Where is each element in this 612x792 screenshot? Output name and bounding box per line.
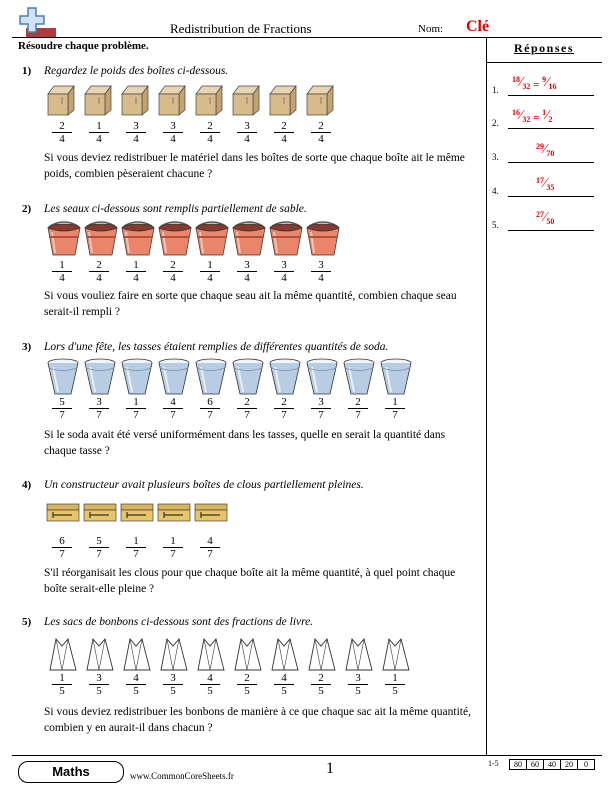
fraction-label xyxy=(126,672,146,697)
box-icon xyxy=(46,84,76,121)
bag-icon xyxy=(194,636,228,677)
footer-rule xyxy=(12,755,602,756)
fraction-slash: ⁄ xyxy=(544,142,547,157)
question-text: Si vous deviez redistribuer les bonbons de manière à ce que chaque sac ait la même quantité, combien y en aurait-il dans chacun ? xyxy=(44,706,471,734)
fraction-denominator: 4 xyxy=(59,133,65,145)
cup-icon xyxy=(120,358,154,401)
bucket-icon xyxy=(120,220,156,263)
answer-number: 1. xyxy=(492,85,499,95)
answer-header-rule xyxy=(486,62,602,63)
bag-icon xyxy=(231,636,265,677)
fraction-numerator: 2 xyxy=(89,259,109,272)
instructions: Résoudre chaque problème. xyxy=(18,40,149,52)
fraction-denominator: 4 xyxy=(170,133,176,145)
fraction-label xyxy=(237,120,257,145)
fraction-label xyxy=(52,535,72,560)
question-number: 5) xyxy=(22,616,32,628)
question-intro: Regardez le poids des boîtes ci-dessous. xyxy=(44,65,229,77)
score-cell: 20 xyxy=(560,759,578,770)
answer-number: 3. xyxy=(492,152,499,162)
box-icon xyxy=(268,84,298,121)
answer-line xyxy=(508,95,594,96)
nailbox-icon xyxy=(46,502,80,527)
bucket-icon xyxy=(305,220,341,263)
answer-value xyxy=(536,210,554,226)
answer-number: 4. xyxy=(492,186,499,196)
fraction-denominator: 7 xyxy=(133,548,139,560)
question-intro: Les sacs de bonbons ci-dessous sont des fractions de livre. xyxy=(44,616,314,628)
fraction-numerator: 6 xyxy=(52,535,72,548)
box-icon xyxy=(83,84,113,121)
question-text: Si vous vouliez faire en sorte que chaque seau ait la même quantité, combien chaque seau serait-il rempli ? xyxy=(44,290,457,318)
cup-icon xyxy=(46,358,80,401)
fraction-label xyxy=(126,535,146,560)
fraction-numerator: 3 xyxy=(126,120,146,133)
answer-value xyxy=(536,142,554,158)
box-icon xyxy=(305,84,335,121)
fraction-denominator: 4 xyxy=(59,272,65,284)
fraction-denominator: 7 xyxy=(392,409,398,421)
fraction-numerator: 1 xyxy=(126,535,146,548)
cup-icon xyxy=(157,358,191,401)
answer-denominator: 50 xyxy=(546,216,555,226)
fraction-denominator: 7 xyxy=(96,409,102,421)
fraction-numerator: 3 xyxy=(163,120,183,133)
bag-icon xyxy=(268,636,302,677)
fraction-numerator: 1 xyxy=(52,672,72,685)
answer-numerator: 27 xyxy=(536,210,544,219)
bag-icon xyxy=(120,636,154,677)
fraction-denominator: 5 xyxy=(96,685,102,697)
fraction-denominator: 7 xyxy=(207,548,213,560)
answer-numerator: 18 xyxy=(512,75,520,84)
fraction-label xyxy=(89,396,109,421)
bucket-icon xyxy=(83,220,119,263)
fraction-label xyxy=(52,259,72,284)
question-number: 4) xyxy=(22,479,32,491)
fraction-label xyxy=(200,672,220,697)
fraction-numerator: 1 xyxy=(163,535,183,548)
answer-denominator: 70 xyxy=(546,148,555,158)
header-rule xyxy=(12,37,602,38)
box-icon xyxy=(194,84,224,121)
fraction-numerator: 5 xyxy=(89,535,109,548)
fraction-denominator: 5 xyxy=(133,685,139,697)
fraction-numerator: 2 xyxy=(274,396,294,409)
answer-value xyxy=(512,75,556,91)
fraction-numerator: 3 xyxy=(163,672,183,685)
fraction-label xyxy=(89,535,109,560)
fraction-numerator: 2 xyxy=(237,396,257,409)
bucket-icon xyxy=(157,220,193,263)
fraction-label xyxy=(348,672,368,697)
bag-icon xyxy=(157,636,191,677)
question-intro: Un constructeur avait plusieurs boîtes de clous partiellement pleines. xyxy=(44,479,364,491)
fraction-numerator: 3 xyxy=(237,259,257,272)
fraction-label xyxy=(385,396,405,421)
answer-denominator: 32 xyxy=(522,81,531,91)
fraction-denominator: 7 xyxy=(244,409,250,421)
fraction-denominator: 4 xyxy=(281,272,287,284)
fraction-numerator: 1 xyxy=(52,259,72,272)
equals-sign: = xyxy=(530,79,543,91)
fraction-label xyxy=(274,120,294,145)
fraction-numerator: 3 xyxy=(274,259,294,272)
subject-label: Maths xyxy=(52,764,90,779)
question-number: 2) xyxy=(22,203,32,215)
fraction-numerator: 3 xyxy=(89,396,109,409)
answer-number: 2. xyxy=(492,118,499,128)
fraction-label xyxy=(89,120,109,145)
fraction-numerator: 4 xyxy=(200,672,220,685)
fraction-slash: ⁄ xyxy=(520,75,523,90)
fraction-denominator: 4 xyxy=(207,133,213,145)
cup-icon xyxy=(194,358,228,401)
nailbox-icon xyxy=(83,502,117,527)
fraction-numerator: 2 xyxy=(200,120,220,133)
fraction-denominator: 5 xyxy=(244,685,250,697)
fraction-numerator: 1 xyxy=(126,396,146,409)
fraction-slash: ⁄ xyxy=(544,176,547,191)
bucket-icon xyxy=(231,220,267,263)
fraction-denominator: 7 xyxy=(170,409,176,421)
answer-numerator: 1 xyxy=(542,108,547,117)
cup-icon xyxy=(231,358,265,401)
fraction-denominator: 4 xyxy=(133,272,139,284)
fraction-denominator: 4 xyxy=(170,272,176,284)
fraction-label xyxy=(274,672,294,697)
fraction-denominator: 7 xyxy=(207,409,213,421)
cup-icon xyxy=(305,358,339,401)
logo-icon xyxy=(16,6,56,40)
score-table xyxy=(510,759,595,770)
fraction-numerator: 2 xyxy=(311,120,331,133)
answer-line xyxy=(508,128,594,129)
page-title: Redistribution de Fractions xyxy=(170,21,312,36)
fraction-label xyxy=(311,120,331,145)
question-intro: Lors d'une fête, les tasses étaient remplies de différentes quantités de soda. xyxy=(44,341,389,353)
fraction-denominator: 4 xyxy=(133,133,139,145)
fraction-numerator: 1 xyxy=(385,396,405,409)
fraction-denominator: 7 xyxy=(96,548,102,560)
fraction-label xyxy=(311,396,331,421)
fraction-label xyxy=(348,396,368,421)
fraction-denominator: 4 xyxy=(207,272,213,284)
question-text: Si le soda avait été versé uniformément dans les tasses, quelle en serait la quantité dans chaque tasse ? xyxy=(44,429,446,457)
bag-icon xyxy=(83,636,117,677)
answer-numerator: 9 xyxy=(542,75,547,84)
fraction-numerator: 2 xyxy=(163,259,183,272)
fraction-label xyxy=(126,120,146,145)
fraction-numerator: 4 xyxy=(163,396,183,409)
fraction-denominator: 4 xyxy=(318,133,324,145)
fraction-slash: ⁄ xyxy=(546,75,549,90)
answer-number: 5. xyxy=(492,220,499,230)
fraction-label xyxy=(126,396,146,421)
answer-denominator: 32 xyxy=(522,114,531,124)
fraction-denominator: 5 xyxy=(170,685,176,697)
fraction-numerator: 2 xyxy=(52,120,72,133)
cup-icon xyxy=(379,358,413,401)
answer-value xyxy=(512,108,552,124)
fraction-label xyxy=(163,396,183,421)
fraction-numerator: 1 xyxy=(200,259,220,272)
fraction-denominator: 7 xyxy=(318,409,324,421)
fraction-denominator: 5 xyxy=(207,685,213,697)
fraction-label xyxy=(163,120,183,145)
fraction-denominator: 5 xyxy=(281,685,287,697)
fraction-label xyxy=(237,396,257,421)
bucket-icon xyxy=(268,220,304,263)
fraction-denominator: 7 xyxy=(59,409,65,421)
fraction-numerator: 6 xyxy=(200,396,220,409)
fraction-slash: ⁄ xyxy=(520,108,523,123)
question-number: 3) xyxy=(22,341,32,353)
fraction-numerator: 2 xyxy=(274,120,294,133)
answer-numerator: 17 xyxy=(536,176,544,185)
fraction-label xyxy=(126,259,146,284)
fraction-denominator: 7 xyxy=(170,548,176,560)
bag-icon xyxy=(342,636,376,677)
question-text: Si vous deviez redistribuer le matériel dans les boîtes de sorte que chaque boîte ait le même poids, combien pèseraient chacune ? xyxy=(44,152,465,180)
fraction-label xyxy=(385,672,405,697)
bag-icon xyxy=(379,636,413,677)
fraction-denominator: 4 xyxy=(244,272,250,284)
fraction-label xyxy=(200,396,220,421)
fraction-numerator: 3 xyxy=(89,672,109,685)
fraction-denominator: 7 xyxy=(59,548,65,560)
box-icon xyxy=(231,84,261,121)
fraction-numerator: 1 xyxy=(126,259,146,272)
question-number: 1) xyxy=(22,65,32,77)
equals-sign: = xyxy=(530,112,543,124)
fraction-label xyxy=(200,259,220,284)
score-cell: 40 xyxy=(543,759,561,770)
fraction-label xyxy=(89,672,109,697)
fraction-label xyxy=(52,120,72,145)
answer-numerator: 16 xyxy=(512,108,520,117)
fraction-numerator: 2 xyxy=(348,396,368,409)
site-url[interactable]: www.CommonCoreSheets.fr xyxy=(130,771,234,781)
bag-icon xyxy=(305,636,339,677)
answer-denominator: 35 xyxy=(546,182,555,192)
subject-badge xyxy=(18,761,124,783)
fraction-label xyxy=(311,259,331,284)
fraction-numerator: 1 xyxy=(89,120,109,133)
box-icon xyxy=(120,84,150,121)
fraction-denominator: 5 xyxy=(59,685,65,697)
answer-line xyxy=(508,196,594,197)
fraction-label xyxy=(311,672,331,697)
fraction-denominator: 7 xyxy=(355,409,361,421)
fraction-numerator: 3 xyxy=(348,672,368,685)
nailbox-icon xyxy=(194,502,228,527)
page-number: 1 xyxy=(326,760,334,777)
fraction-slash: ⁄ xyxy=(544,210,547,225)
cup-icon xyxy=(342,358,376,401)
fraction-label xyxy=(200,120,220,145)
answer-denominator: 2 xyxy=(548,114,553,124)
fraction-numerator: 4 xyxy=(200,535,220,548)
score-range: 1-5 xyxy=(488,759,499,768)
answer-divider xyxy=(486,37,487,755)
cup-icon xyxy=(268,358,302,401)
fraction-label xyxy=(163,672,183,697)
answer-numerator: 29 xyxy=(536,142,544,151)
fraction-label xyxy=(274,396,294,421)
fraction-numerator: 2 xyxy=(311,672,331,685)
fraction-denominator: 5 xyxy=(355,685,361,697)
fraction-numerator: 3 xyxy=(237,120,257,133)
fraction-label xyxy=(200,535,220,560)
name-label: Nom: xyxy=(418,23,444,35)
bag-icon xyxy=(46,636,80,677)
fraction-denominator: 5 xyxy=(318,685,324,697)
name-value: Clé xyxy=(466,18,490,35)
cup-icon xyxy=(83,358,117,401)
score-cell: 0 xyxy=(577,759,595,770)
fraction-denominator: 7 xyxy=(281,409,287,421)
answer-line xyxy=(508,230,594,231)
fraction-label xyxy=(237,259,257,284)
fraction-numerator: 1 xyxy=(385,672,405,685)
fraction-label xyxy=(52,672,72,697)
fraction-numerator: 4 xyxy=(126,672,146,685)
fraction-denominator: 4 xyxy=(318,272,324,284)
question-intro: Les seaux ci-dessous sont remplis partiellement de sable. xyxy=(44,203,307,215)
bucket-icon xyxy=(194,220,230,263)
fraction-denominator: 4 xyxy=(96,133,102,145)
fraction-denominator: 4 xyxy=(244,133,250,145)
fraction-numerator: 4 xyxy=(274,672,294,685)
fraction-denominator: 4 xyxy=(281,133,287,145)
fraction-denominator: 7 xyxy=(133,409,139,421)
fraction-numerator: 2 xyxy=(237,672,257,685)
score-cell: 60 xyxy=(526,759,544,770)
score-cell: 80 xyxy=(509,759,527,770)
fraction-denominator: 4 xyxy=(96,272,102,284)
fraction-numerator: 5 xyxy=(52,396,72,409)
fraction-label xyxy=(52,396,72,421)
answers-title: Réponses xyxy=(513,41,574,55)
answer-line xyxy=(508,162,594,163)
fraction-label xyxy=(237,672,257,697)
fraction-label xyxy=(274,259,294,284)
answer-value xyxy=(536,176,554,192)
fraction-label xyxy=(163,259,183,284)
fraction-numerator: 3 xyxy=(311,259,331,272)
box-icon xyxy=(157,84,187,121)
answer-denominator: 16 xyxy=(548,81,557,91)
nailbox-icon xyxy=(157,502,191,527)
fraction-label xyxy=(89,259,109,284)
nailbox-icon xyxy=(120,502,154,527)
question-text: S'il réorganisait les clous pour que chaque boîte ait la même quantité, à quel point chaque boîte serait-elle pleine ? xyxy=(44,567,456,595)
fraction-slash: ⁄ xyxy=(546,108,549,123)
fraction-numerator: 3 xyxy=(311,396,331,409)
bucket-icon xyxy=(46,220,82,263)
fraction-label xyxy=(163,535,183,560)
fraction-denominator: 5 xyxy=(392,685,398,697)
